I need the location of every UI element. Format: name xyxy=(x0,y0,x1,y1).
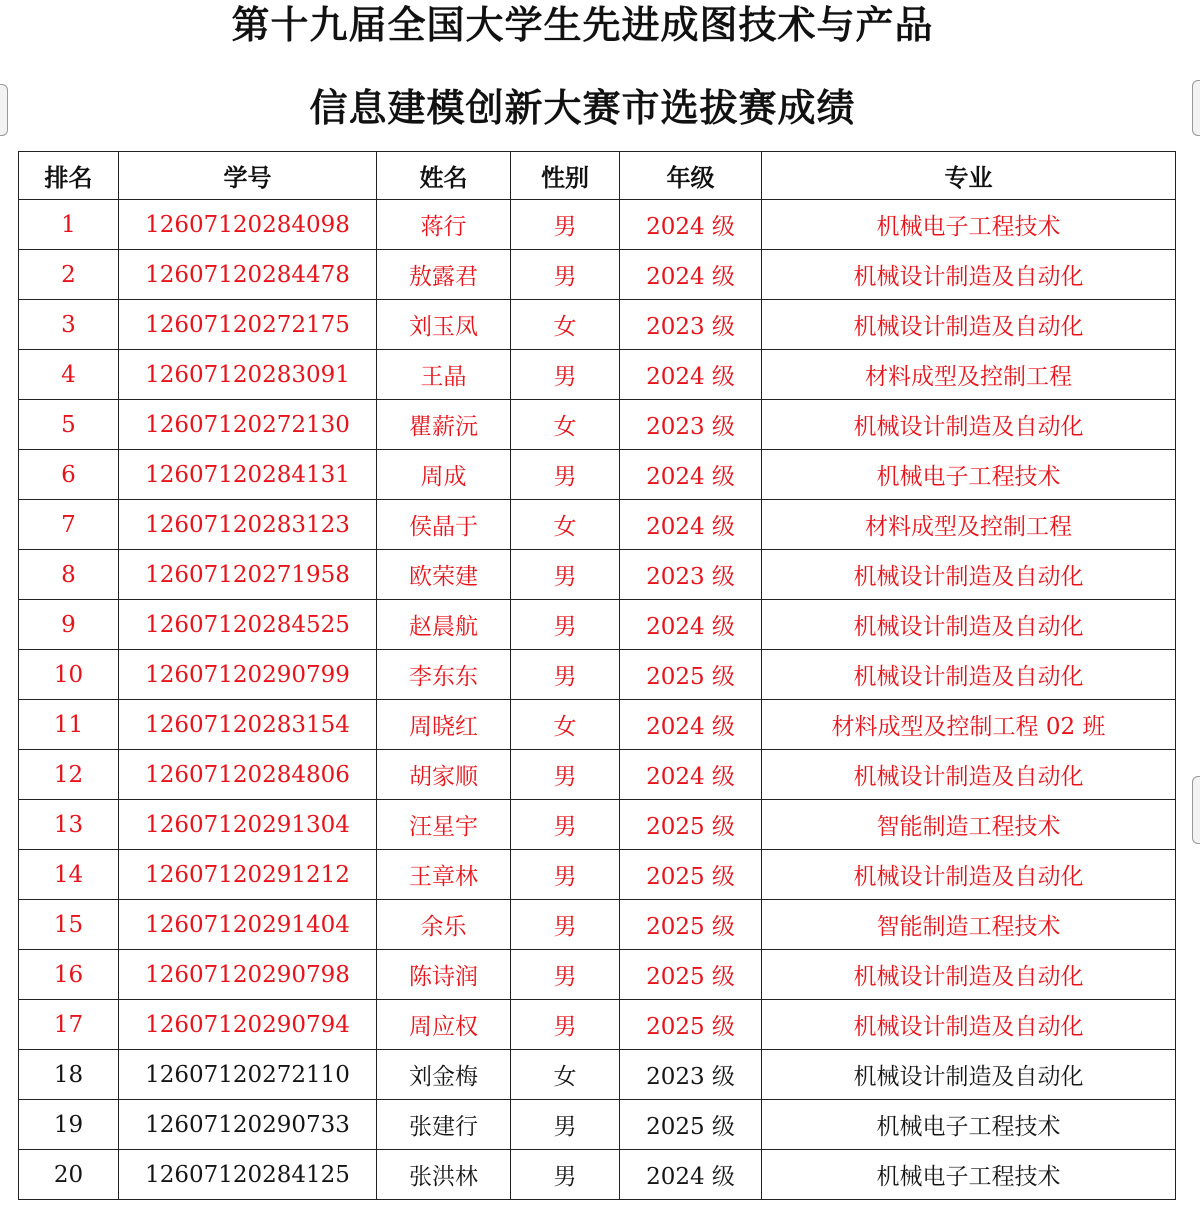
table-row xyxy=(19,950,1176,1000)
cell-rank: 10 xyxy=(19,650,119,700)
cell-student-id: 12607120284806 xyxy=(119,750,377,800)
cell-rank: 3 xyxy=(19,300,119,350)
results-table xyxy=(18,151,1176,1200)
cell-name: 刘玉凤 xyxy=(377,300,511,350)
cell-rank: 13 xyxy=(19,800,119,850)
cell-rank: 4 xyxy=(19,350,119,400)
cell-name: 张洪林 xyxy=(377,1150,511,1200)
table-row xyxy=(19,650,1176,700)
cell-gender: 男 xyxy=(511,550,620,600)
table-row xyxy=(19,800,1176,850)
cell-major: 机械设计制造及自动化 xyxy=(762,600,1176,650)
table-row xyxy=(19,200,1176,250)
cell-gender: 男 xyxy=(511,1150,620,1200)
cell-name: 张建行 xyxy=(377,1100,511,1150)
cell-student-id: 12607120272175 xyxy=(119,300,377,350)
cell-name: 瞿薪沅 xyxy=(377,400,511,450)
table-row xyxy=(19,850,1176,900)
cell-grade: 2024 级 xyxy=(620,750,762,800)
cell-grade: 2023 级 xyxy=(620,1050,762,1100)
cell-major: 机械设计制造及自动化 xyxy=(762,750,1176,800)
cell-gender: 男 xyxy=(511,350,620,400)
table-row xyxy=(19,1050,1176,1100)
cell-name: 欧荣建 xyxy=(377,550,511,600)
cell-student-id: 12607120283154 xyxy=(119,700,377,750)
cell-student-id: 12607120271958 xyxy=(119,550,377,600)
header-gender: 性别 xyxy=(511,152,620,200)
cell-student-id: 12607120284131 xyxy=(119,450,377,500)
cell-name: 余乐 xyxy=(377,900,511,950)
header-major: 专业 xyxy=(762,152,1176,200)
cell-rank: 2 xyxy=(19,250,119,300)
page-title-line-2: 信息建模创新大赛市选拔赛成绩 xyxy=(309,86,856,130)
table-row xyxy=(19,400,1176,450)
right-edge-scroll-handle[interactable] xyxy=(1192,776,1200,844)
cell-name: 李东东 xyxy=(377,650,511,700)
cell-major: 机械电子工程技术 xyxy=(762,1100,1176,1150)
table-row xyxy=(19,500,1176,550)
table-row xyxy=(19,1100,1176,1150)
cell-grade: 2023 级 xyxy=(620,300,762,350)
table-row xyxy=(19,250,1176,300)
cell-grade: 2024 级 xyxy=(620,1150,762,1200)
table-row xyxy=(19,600,1176,650)
cell-grade: 2024 级 xyxy=(620,450,762,500)
cell-grade: 2025 级 xyxy=(620,650,762,700)
cell-major: 智能制造工程技术 xyxy=(762,900,1176,950)
cell-grade: 2025 级 xyxy=(620,950,762,1000)
table-row xyxy=(19,350,1176,400)
table-row xyxy=(19,900,1176,950)
cell-gender: 男 xyxy=(511,850,620,900)
cell-student-id: 12607120284125 xyxy=(119,1150,377,1200)
cell-student-id: 12607120284478 xyxy=(119,250,377,300)
page-title-line-1: 第十九届全国大学生先进成图技术与产品 xyxy=(231,3,934,47)
cell-name: 刘金梅 xyxy=(377,1050,511,1100)
cell-rank: 1 xyxy=(19,200,119,250)
cell-major: 材料成型及控制工程 xyxy=(762,500,1176,550)
cell-grade: 2024 级 xyxy=(620,700,762,750)
cell-gender: 男 xyxy=(511,650,620,700)
cell-major: 材料成型及控制工程 xyxy=(762,350,1176,400)
table-row xyxy=(19,750,1176,800)
cell-name: 周晓红 xyxy=(377,700,511,750)
cell-gender: 男 xyxy=(511,750,620,800)
cell-student-id: 12607120291404 xyxy=(119,900,377,950)
cell-grade: 2025 级 xyxy=(620,850,762,900)
table-row xyxy=(19,1000,1176,1050)
cell-student-id: 12607120291212 xyxy=(119,850,377,900)
cell-name: 敖露君 xyxy=(377,250,511,300)
cell-grade: 2024 级 xyxy=(620,250,762,300)
cell-grade: 2024 级 xyxy=(620,600,762,650)
cell-rank: 18 xyxy=(19,1050,119,1100)
cell-grade: 2024 级 xyxy=(620,500,762,550)
cell-gender: 男 xyxy=(511,600,620,650)
table-row xyxy=(19,700,1176,750)
cell-rank: 20 xyxy=(19,1150,119,1200)
cell-major: 机械设计制造及自动化 xyxy=(762,650,1176,700)
cell-grade: 2024 级 xyxy=(620,200,762,250)
cell-gender: 女 xyxy=(511,1050,620,1100)
cell-gender: 男 xyxy=(511,450,620,500)
cell-rank: 16 xyxy=(19,950,119,1000)
cell-rank: 8 xyxy=(19,550,119,600)
cell-name: 蒋行 xyxy=(377,200,511,250)
cell-rank: 9 xyxy=(19,600,119,650)
cell-name: 陈诗润 xyxy=(377,950,511,1000)
cell-major: 机械电子工程技术 xyxy=(762,450,1176,500)
cell-rank: 7 xyxy=(19,500,119,550)
cell-gender: 男 xyxy=(511,200,620,250)
cell-grade: 2025 级 xyxy=(620,800,762,850)
cell-major: 材料成型及控制工程 02 班 xyxy=(762,700,1176,750)
cell-grade: 2023 级 xyxy=(620,550,762,600)
cell-gender: 女 xyxy=(511,700,620,750)
cell-major: 智能制造工程技术 xyxy=(762,800,1176,850)
cell-student-id: 12607120272130 xyxy=(119,400,377,450)
cell-major: 机械设计制造及自动化 xyxy=(762,550,1176,600)
cell-student-id: 12607120284098 xyxy=(119,200,377,250)
cell-rank: 19 xyxy=(19,1100,119,1150)
cell-student-id: 12607120284525 xyxy=(119,600,377,650)
cell-gender: 男 xyxy=(511,250,620,300)
cell-name: 侯晶于 xyxy=(377,500,511,550)
cell-name: 王晶 xyxy=(377,350,511,400)
header-grade: 年级 xyxy=(620,152,762,200)
table-row xyxy=(19,450,1176,500)
cell-student-id: 12607120283091 xyxy=(119,350,377,400)
cell-gender: 女 xyxy=(511,500,620,550)
cell-gender: 男 xyxy=(511,1100,620,1150)
cell-major: 机械设计制造及自动化 xyxy=(762,850,1176,900)
table-row xyxy=(19,550,1176,600)
cell-grade: 2025 级 xyxy=(620,900,762,950)
cell-rank: 12 xyxy=(19,750,119,800)
cell-major: 机械设计制造及自动化 xyxy=(762,250,1176,300)
cell-rank: 11 xyxy=(19,700,119,750)
cell-rank: 14 xyxy=(19,850,119,900)
cell-rank: 6 xyxy=(19,450,119,500)
header-name: 姓名 xyxy=(377,152,511,200)
cell-gender: 男 xyxy=(511,900,620,950)
cell-grade: 2025 级 xyxy=(620,1100,762,1150)
cell-rank: 15 xyxy=(19,900,119,950)
cell-major: 机械设计制造及自动化 xyxy=(762,1000,1176,1050)
table-row xyxy=(19,300,1176,350)
table-header-row xyxy=(19,152,1176,200)
cell-student-id: 12607120272110 xyxy=(119,1050,377,1100)
cell-name: 王章林 xyxy=(377,850,511,900)
cell-rank: 17 xyxy=(19,1000,119,1050)
cell-major: 机械电子工程技术 xyxy=(762,1150,1176,1200)
left-edge-handle[interactable] xyxy=(0,84,8,136)
header-rank: 排名 xyxy=(19,152,119,200)
cell-major: 机械设计制造及自动化 xyxy=(762,1050,1176,1100)
cell-rank: 5 xyxy=(19,400,119,450)
cell-student-id: 12607120290798 xyxy=(119,950,377,1000)
cell-major: 机械设计制造及自动化 xyxy=(762,950,1176,1000)
right-edge-handle-top[interactable] xyxy=(1192,80,1200,136)
cell-name: 汪星宇 xyxy=(377,800,511,850)
cell-gender: 男 xyxy=(511,800,620,850)
cell-student-id: 12607120283123 xyxy=(119,500,377,550)
cell-grade: 2023 级 xyxy=(620,400,762,450)
cell-name: 周应权 xyxy=(377,1000,511,1050)
cell-grade: 2025 级 xyxy=(620,1000,762,1050)
cell-student-id: 12607120290733 xyxy=(119,1100,377,1150)
cell-gender: 女 xyxy=(511,300,620,350)
cell-gender: 男 xyxy=(511,950,620,1000)
header-student-id: 学号 xyxy=(119,152,377,200)
cell-grade: 2024 级 xyxy=(620,350,762,400)
cell-student-id: 12607120290794 xyxy=(119,1000,377,1050)
cell-name: 胡家顺 xyxy=(377,750,511,800)
cell-student-id: 12607120291304 xyxy=(119,800,377,850)
table-row xyxy=(19,1150,1176,1200)
cell-major: 机械设计制造及自动化 xyxy=(762,300,1176,350)
cell-name: 周成 xyxy=(377,450,511,500)
cell-name: 赵晨航 xyxy=(377,600,511,650)
cell-student-id: 12607120290799 xyxy=(119,650,377,700)
cell-gender: 男 xyxy=(511,1000,620,1050)
cell-major: 机械设计制造及自动化 xyxy=(762,400,1176,450)
cell-major: 机械电子工程技术 xyxy=(762,200,1176,250)
cell-gender: 女 xyxy=(511,400,620,450)
